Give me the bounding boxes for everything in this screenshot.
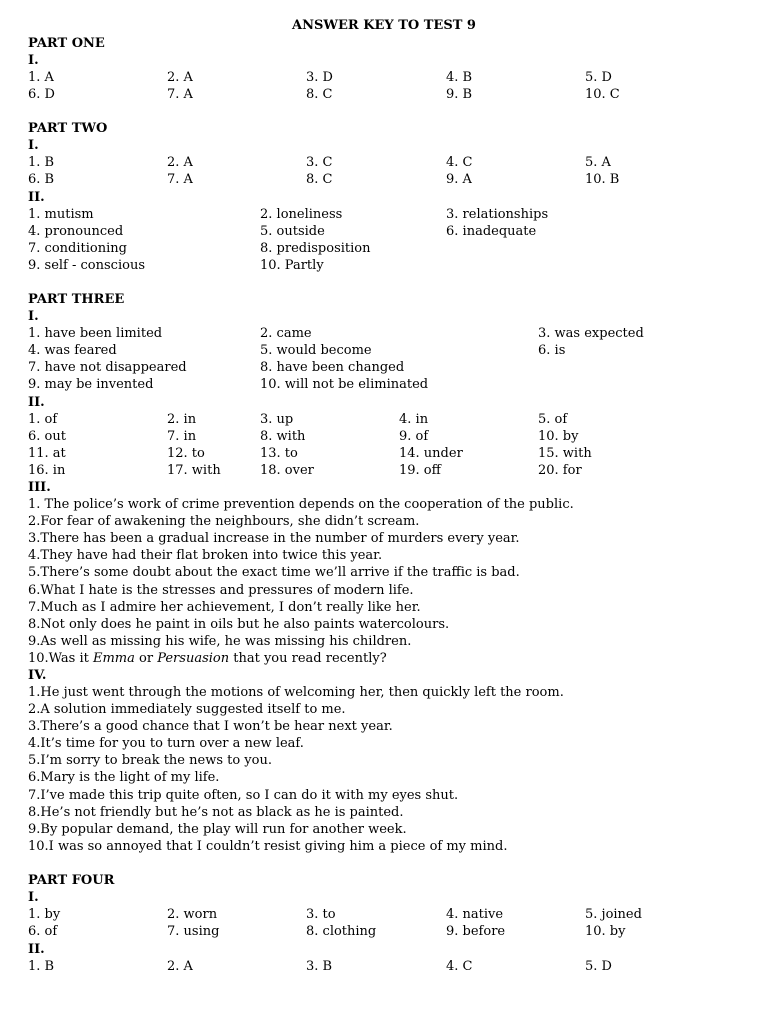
answer-line: 2.For fear of awakening the neighbours, she didn’t scream. bbox=[28, 514, 420, 529]
answer-cell: 2. loneliness bbox=[260, 207, 343, 222]
answer-cell: 2. A bbox=[167, 959, 193, 974]
answer-line: 1.He just went through the motions of welcoming her, then quickly left the room. bbox=[28, 685, 564, 700]
answer-cell: 19. off bbox=[399, 463, 441, 478]
answer-cell: 3. to bbox=[306, 907, 336, 922]
answer-cell: 10. C bbox=[585, 87, 620, 102]
answer-line: 5.I’m sorry to break the news to you. bbox=[28, 753, 272, 768]
answer-cell: 20. for bbox=[538, 463, 582, 478]
line-mid: or bbox=[134, 651, 158, 666]
answer-cell: 1. of bbox=[28, 412, 58, 427]
answer-cell: 9. A bbox=[446, 172, 472, 187]
answer-line: 6.What I hate is the stresses and pressures of modern life. bbox=[28, 583, 414, 598]
answer-cell: 7. have not disappeared bbox=[28, 360, 187, 375]
line-suffix: that you read recently? bbox=[229, 651, 387, 666]
answer-cell: 5. outside bbox=[260, 224, 325, 239]
part-two-sec1-label: I. bbox=[28, 138, 39, 153]
answer-line: 7.I’ve made this trip quite often, so I can do it with my eyes shut. bbox=[28, 788, 459, 803]
answer-cell: 4. pronounced bbox=[28, 224, 124, 239]
answer-cell: 2. came bbox=[260, 326, 312, 341]
answer-cell: 11. at bbox=[28, 446, 66, 461]
answer-cell: 9. of bbox=[399, 429, 429, 444]
answer-line: 4.It’s time for you to turn over a new leaf. bbox=[28, 736, 304, 751]
answer-line: 2.A solution immediately suggested itself to me. bbox=[28, 702, 346, 717]
answer-line: 6.Mary is the light of my life. bbox=[28, 770, 220, 785]
answer-cell: 10. Partly bbox=[260, 258, 324, 273]
part-three-sec4-label: IV. bbox=[28, 668, 47, 683]
answer-cell: 2. in bbox=[167, 412, 197, 427]
answer-cell: 8. clothing bbox=[306, 924, 377, 939]
answer-cell: 5. of bbox=[538, 412, 568, 427]
answer-line: 4.They have had their flat broken into twice this year. bbox=[28, 548, 383, 563]
answer-cell: 10. will not be eliminated bbox=[260, 377, 429, 392]
answer-cell: 10. B bbox=[585, 172, 620, 187]
answer-cell: 18. over bbox=[260, 463, 314, 478]
answer-cell: 4. C bbox=[446, 959, 473, 974]
answer-cell: 1. A bbox=[28, 70, 54, 85]
line-prefix: 10.Was it bbox=[28, 651, 93, 666]
answer-cell: 15. with bbox=[538, 446, 592, 461]
answer-cell: 4. C bbox=[446, 155, 473, 170]
answer-cell: 17. with bbox=[167, 463, 221, 478]
answer-cell: 5. would become bbox=[260, 343, 372, 358]
part-four-sec2-label: II. bbox=[28, 942, 45, 957]
answer-line: 3.There has been a gradual increase in the number of murders every year. bbox=[28, 531, 520, 546]
answer-cell: 4. was feared bbox=[28, 343, 117, 358]
answer-cell: 5. D bbox=[585, 959, 612, 974]
answer-cell: 9. self - conscious bbox=[28, 258, 145, 273]
answer-cell: 5. D bbox=[585, 70, 612, 85]
answer-cell: 9. may be invented bbox=[28, 377, 154, 392]
answer-cell: 6. out bbox=[28, 429, 66, 444]
part-two-sec2-label: II. bbox=[28, 190, 45, 205]
answer-cell: 2. A bbox=[167, 70, 193, 85]
answer-line: 7.Much as I admire her achievement, I don’t really like her. bbox=[28, 600, 421, 615]
answer-cell: 1. mutism bbox=[28, 207, 94, 222]
answer-cell: 14. under bbox=[399, 446, 463, 461]
answer-cell: 8. predisposition bbox=[260, 241, 371, 256]
part-one-sec1-label: I. bbox=[28, 53, 39, 68]
answer-cell: 10. by bbox=[585, 924, 626, 939]
page-title: ANSWER KEY TO TEST 9 bbox=[292, 18, 476, 33]
part-four-sec1-label: I. bbox=[28, 890, 39, 905]
answer-line bbox=[28, 650, 387, 667]
answer-line: 9.As well as missing his wife, he was missing his children. bbox=[28, 634, 412, 649]
answer-cell: 5. A bbox=[585, 155, 611, 170]
answer-cell: 9. before bbox=[446, 924, 506, 939]
answer-line: 1. The police’s work of crime prevention depends on the cooperation of the public. bbox=[28, 497, 574, 512]
answer-cell: 6. D bbox=[28, 87, 55, 102]
answer-cell: 1. have been limited bbox=[28, 326, 163, 341]
part-three-heading: PART THREE bbox=[28, 292, 125, 307]
answer-line: 5.There’s some doubt about the exact time we’ll arrive if the traffic is bad. bbox=[28, 565, 520, 580]
answer-cell: 7. conditioning bbox=[28, 241, 127, 256]
part-two-heading: PART TWO bbox=[28, 121, 108, 136]
answer-cell: 6. of bbox=[28, 924, 58, 939]
answer-cell: 6. inadequate bbox=[446, 224, 537, 239]
answer-cell: 7. A bbox=[167, 172, 193, 187]
answer-cell: 7. in bbox=[167, 429, 197, 444]
answer-cell: 8. have been changed bbox=[260, 360, 405, 375]
answer-cell: 10. by bbox=[538, 429, 579, 444]
part-one-heading: PART ONE bbox=[28, 36, 105, 51]
answer-cell: 2. A bbox=[167, 155, 193, 170]
answer-cell: 3. C bbox=[306, 155, 333, 170]
answer-cell: 7. A bbox=[167, 87, 193, 102]
title-emma: Emma bbox=[92, 651, 135, 666]
answer-cell: 1. B bbox=[28, 155, 55, 170]
part-three-sec2-label: II. bbox=[28, 395, 45, 410]
answer-line: 8.He’s not friendly but he’s not as black as he is painted. bbox=[28, 805, 404, 820]
answer-cell: 13. to bbox=[260, 446, 298, 461]
answer-cell: 4. B bbox=[446, 70, 473, 85]
answer-line: 9.By popular demand, the play will run for another week. bbox=[28, 822, 407, 837]
answer-cell: 4. in bbox=[399, 412, 429, 427]
answer-line: 3.There’s a good chance that I won’t be hear next year. bbox=[28, 719, 393, 734]
answer-cell: 6. is bbox=[538, 343, 566, 358]
answer-cell: 7. using bbox=[167, 924, 220, 939]
title-persuasion: Persuasion bbox=[157, 651, 230, 666]
answer-cell: 5. joined bbox=[585, 907, 642, 922]
answer-cell: 8. with bbox=[260, 429, 306, 444]
answer-cell: 8. C bbox=[306, 172, 333, 187]
answer-cell: 3. relationships bbox=[446, 207, 549, 222]
part-three-sec3-label: III. bbox=[28, 480, 51, 495]
answer-cell: 3. B bbox=[306, 959, 333, 974]
answer-cell: 4. native bbox=[446, 907, 504, 922]
part-four-heading: PART FOUR bbox=[28, 873, 115, 888]
answer-cell: 16. in bbox=[28, 463, 66, 478]
part-three-sec1-label: I. bbox=[28, 309, 39, 324]
answer-cell: 1. by bbox=[28, 907, 61, 922]
answer-line: 10.I was so annoyed that I couldn’t resist giving him a piece of my mind. bbox=[28, 839, 508, 854]
answer-cell: 2. worn bbox=[167, 907, 218, 922]
answer-cell: 3. up bbox=[260, 412, 294, 427]
answer-cell: 9. B bbox=[446, 87, 473, 102]
answer-cell: 1. B bbox=[28, 959, 55, 974]
answer-cell: 8. C bbox=[306, 87, 333, 102]
answer-cell: 6. B bbox=[28, 172, 55, 187]
answer-cell: 3. was expected bbox=[538, 326, 644, 341]
answer-line: 8.Not only does he paint in oils but he also paints watercolours. bbox=[28, 617, 450, 632]
answer-cell: 12. to bbox=[167, 446, 205, 461]
answer-cell: 3. D bbox=[306, 70, 333, 85]
